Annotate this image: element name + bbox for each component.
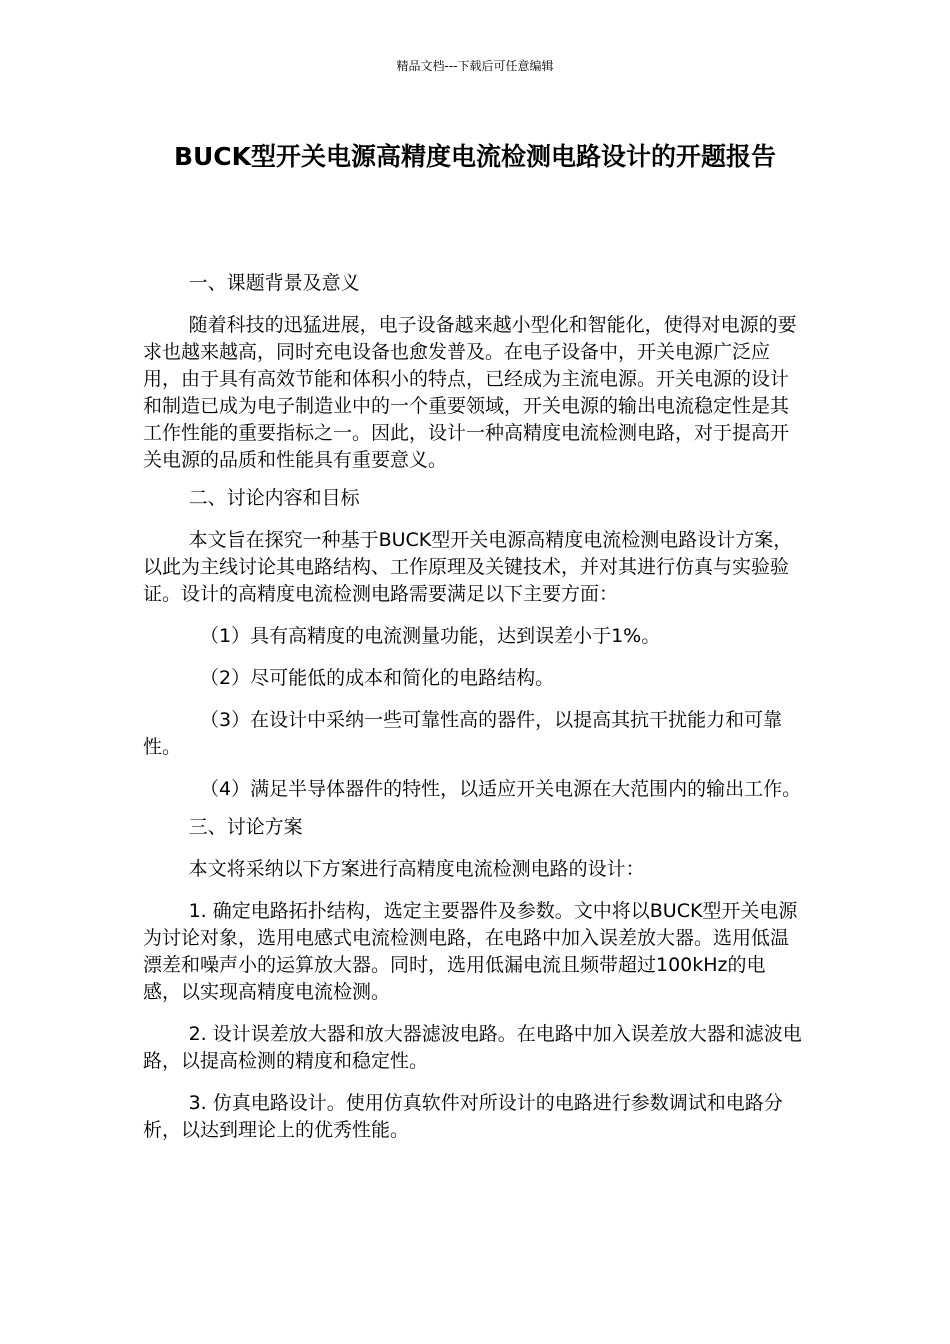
paragraph-content: 本文旨在探究一种基于BUCK型开关电源高精度电流检测电路设计方案，以此为主线讨论其电路结构、工作原理及关键技术，并对其进行仿真与实验验证。设计的高精度电流检测电路需要满足以下主要方面： [143,529,793,605]
paragraph-background: 随着科技的迅猛进展，电子设备越来越小型化和智能化，使得对电源的要求也越来越高，同时充电设备也愈发普及。在电子设备中，开关电源广泛应用，由于具有高效节能和体积小的特点，已经成为主流电源。开关电源的设计和制造已成为电子制造业中的一个重要领域，开关电源的输出电流稳定性是其工作性能的重要指标之一。因此，设计一种高精度电流检测电路，对于提高开关电源的品质和性能具有重要意义。 [143,314,797,471]
plan-step-2: 2. 设计误差放大器和放大器滤波电路。在电路中加入误差放大器和滤波电路，以提高检测的精度和稳定性。 [143,1023,802,1072]
section-heading-content: 二、讨论内容和目标 [188,487,360,509]
section-heading-background: 一、课题背景及意义 [188,272,360,294]
header-note: 精品文档---下载后可任意编辑 [396,59,554,73]
paragraph-plan: 本文将采纳以下方案进行高精度电流检测电路的设计： [188,858,645,880]
plan-step-1: 1. 确定电路拓扑结构，选定主要器件及参数。文中将以BUCK型开关电源为讨论对象，选用电感式电流检测电路，在电路中加入误差放大器。选用低温漂差和噪声小的运算放大器。同时，选用低漏电流且频带超过100kHz的电感，以实现高精度电流检测。 [143,900,798,1003]
requirement-item-2: （2）尽可能低的成本和简化的电路结构。 [200,667,555,689]
section-heading-plan: 三、讨论方案 [188,816,303,838]
plan-step-3: 3. 仿真电路设计。使用仿真软件对所设计的电路进行参数调试和电路分析，以达到理论上的优秀性能。 [143,1092,783,1141]
document-body [143,270,803,1144]
requirement-item-1: （1）具有高精度的电流测量功能，达到误差小于1%。 [200,625,661,647]
requirement-item-3: （3）在设计中采纳一些可靠性高的器件，以提高其抗干扰能力和可靠性。 [143,709,783,758]
requirement-item-4: （4）满足半导体器件的特性，以适应开关电源在大范围内的输出工作。 [200,778,802,800]
document-title: BUCK型开关电源高精度电流检测电路设计的开题报告 [173,142,777,171]
